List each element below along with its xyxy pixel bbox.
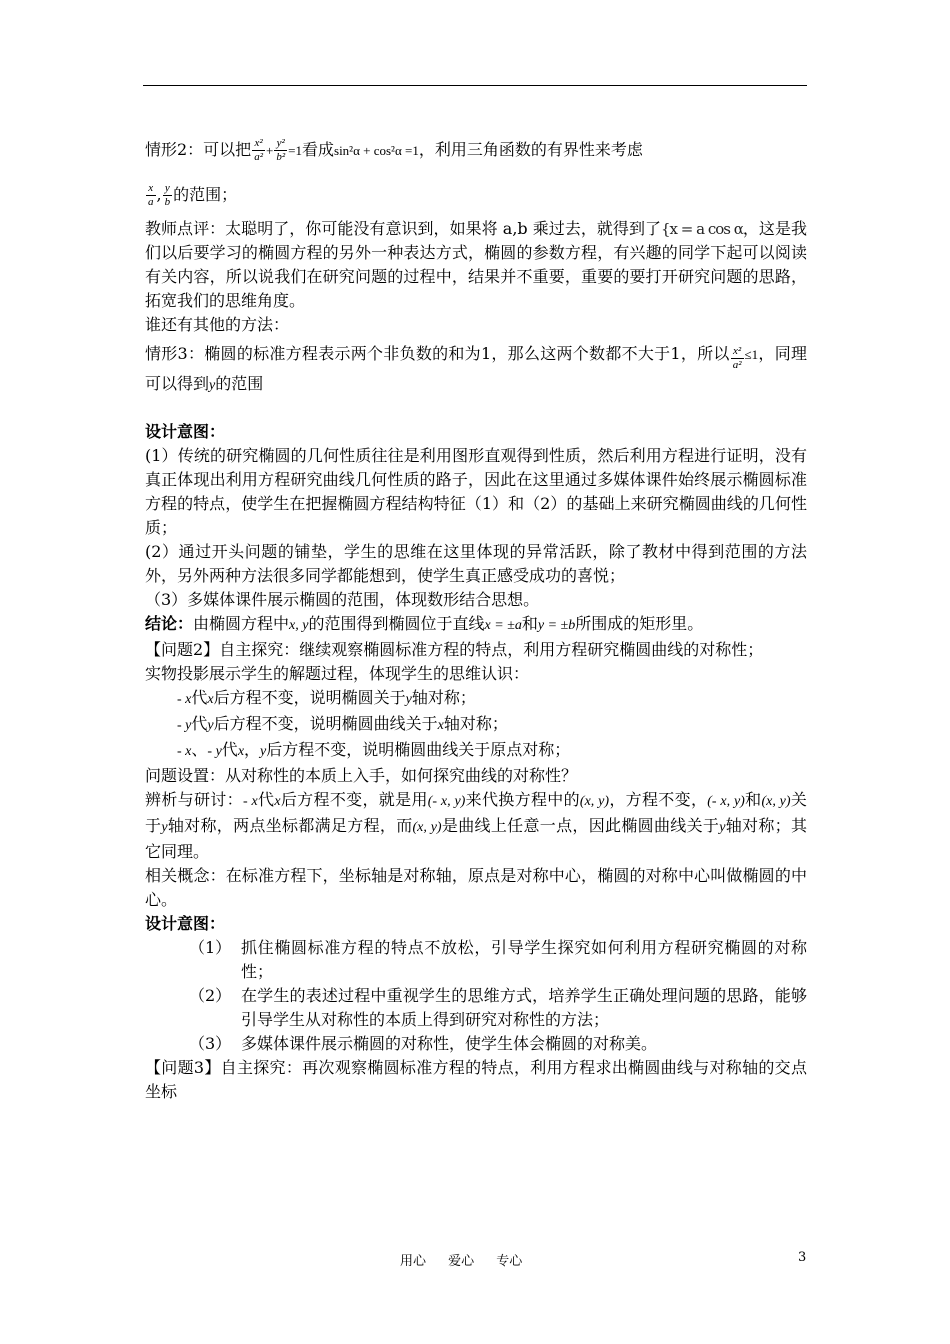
txt: 代 bbox=[191, 714, 208, 733]
case2-tail: ，利用三角函数的有界性来考虑 bbox=[418, 140, 643, 159]
case3-mid: ，同理可以得到 bbox=[145, 344, 807, 393]
design-intent-1-item-1: (1）传统的研究椭圆的几何性质往往是利用图形直观得到性质，然后利用方程进行证明，没有真正体现出利用方程研究曲线几何性质的路子，因此在这里通过多媒体课件始终展示椭圆标准方程的特点，使学生在把握椭圆方程结构特征（1）和（2）的基础上来研究椭圆曲线的几何性质； bbox=[145, 446, 807, 537]
expr: (- x, y) bbox=[427, 794, 466, 809]
case3-paragraph bbox=[145, 337, 807, 398]
fraction-x2-a2 bbox=[252, 137, 265, 164]
who-else-line: 谁还有其他的方法： bbox=[145, 315, 290, 334]
case2-paragraph bbox=[145, 128, 807, 173]
fraction-y-b bbox=[163, 182, 173, 209]
item-number: （1） bbox=[189, 938, 232, 957]
txt: ，方程不变， bbox=[609, 790, 708, 809]
frac-den: a bbox=[148, 196, 154, 208]
expr: x bbox=[274, 794, 281, 809]
txt: 来代换方程中的 bbox=[465, 790, 580, 809]
item-number: （3） bbox=[189, 1034, 232, 1053]
expr: (- x, y) bbox=[707, 794, 745, 809]
txt: 轴对称； bbox=[411, 688, 476, 707]
expr: y bbox=[719, 820, 726, 835]
frac-den: a² bbox=[732, 359, 742, 371]
frac-num: y² bbox=[276, 137, 285, 149]
case2-end: 的范围； bbox=[173, 185, 238, 204]
document-body bbox=[145, 128, 807, 1104]
related-concept: 相关概念：在标准方程下，坐标轴是对称轴，原点是对称中心，椭圆的对称中心叫做椭圆的中心。 bbox=[145, 866, 807, 909]
symmetry-line-2 bbox=[145, 712, 807, 738]
expr: (x, y) bbox=[579, 794, 609, 809]
case2-mid: 看成 bbox=[302, 140, 335, 159]
trig-identity: sin²α + cos²α =1 bbox=[334, 143, 419, 158]
conclusion-paragraph bbox=[145, 612, 807, 638]
expr: y bbox=[260, 744, 267, 759]
frac-num: x bbox=[148, 182, 154, 194]
expr: - x bbox=[242, 794, 258, 809]
teacher-lead: 教师点评：太聪明了，你可能没有意识到，如果将 a,b 乘过去，就得到了 bbox=[145, 219, 661, 238]
txt: 是曲线上任意一点，因此椭圆曲线关于 bbox=[441, 816, 720, 835]
question-3 bbox=[145, 1056, 807, 1104]
frac-num: x² bbox=[254, 137, 263, 149]
txt: 轴对称； bbox=[443, 714, 508, 733]
frac-den: b² bbox=[276, 151, 286, 163]
expr: y bbox=[161, 820, 168, 835]
conclusion-a: 由椭圆方程中 bbox=[193, 614, 290, 633]
txt: 后方程不变，就是用 bbox=[280, 790, 428, 809]
design-intent-1-item-2: (2）通过开头问题的铺垫，学生的思维在这里体现的异常活跃，除了教材中得到范围的方法外，另外两种方法很多同学都能想到，使学生真正感受成功的喜悦； bbox=[145, 542, 807, 585]
item-text: 抓住椭圆标准方程的特点不放松，引导学生探究如何利用方程研究椭圆的对称性； bbox=[241, 938, 807, 981]
case2-range-line bbox=[145, 173, 807, 217]
design-intent-2-item-2 bbox=[189, 984, 807, 1032]
txt: 关于 bbox=[145, 790, 807, 835]
txt: 辨析与研讨： bbox=[145, 790, 243, 809]
expr: - y bbox=[177, 718, 192, 733]
expr: x bbox=[237, 744, 245, 759]
symmetry-line-3 bbox=[145, 738, 807, 764]
conclusion-label: 结论： bbox=[145, 614, 194, 633]
parametric-equation: {x = a cos α bbox=[661, 220, 743, 238]
header-rule bbox=[143, 85, 807, 86]
conclusion-b: 的范围得到椭圆位于直线 bbox=[308, 614, 485, 633]
txt: 后方程不变，说明椭圆曲线关于原点对称； bbox=[266, 740, 571, 759]
case3-lead: 情形3：椭圆的标准方程表示两个非负数的和为1，那么这两个数都不大于1，所以 bbox=[145, 344, 730, 363]
txt: 轴对称，两点坐标都满足方程，而 bbox=[167, 816, 413, 835]
expr: y bbox=[405, 692, 412, 707]
plus-sign: + bbox=[266, 143, 274, 158]
expr: x bbox=[207, 692, 214, 707]
txt: ， bbox=[244, 740, 261, 759]
txt: 和 bbox=[744, 790, 762, 809]
txt: 后方程不变，说明椭圆关于 bbox=[213, 688, 406, 707]
item-number: （2） bbox=[189, 986, 232, 1005]
symmetry-line-1 bbox=[145, 686, 807, 712]
teacher-comment bbox=[145, 217, 807, 313]
case2-lead: 情形2：可以把 bbox=[145, 140, 252, 159]
expr: x bbox=[437, 718, 444, 733]
conclusion-d: 所围成的矩形里。 bbox=[575, 614, 704, 633]
question-3-text: 自主探究：再次观察椭圆标准方程的特点，利用方程求出椭圆曲线与对称轴的交点坐标 bbox=[145, 1058, 807, 1101]
line-x-pm-a: x = ±a bbox=[484, 618, 522, 633]
expr: y bbox=[207, 718, 214, 733]
txt: 代 bbox=[221, 740, 238, 759]
fraction-x2-a2-case3 bbox=[731, 345, 744, 372]
expr: - y bbox=[207, 744, 222, 759]
fraction-y2-b2 bbox=[274, 137, 287, 164]
teacher-tail: ，这是我们以后要学习的椭圆方程的另外一种表达方式，椭圆的参数方程，有兴趣的同学下起可以阅读有关内容，所以说我们在研究问题的过程中，结果并不重要，重要的要打开研究问题的思路，拓宽我们的思维角度。 bbox=[145, 219, 807, 310]
txt: 轴对称；其它同理。 bbox=[145, 816, 807, 861]
question-setting: 问题设置：从对称性的本质上入手，如何探究曲线的对称性？ bbox=[145, 766, 578, 785]
design-intent-title-1: 设计意图： bbox=[145, 422, 226, 441]
var-xy: x, y bbox=[289, 618, 309, 633]
frac-num: y bbox=[164, 182, 170, 194]
item-text: 多媒体课件展示椭圆的对称性，使学生体会椭圆的对称美。 bbox=[241, 1034, 658, 1053]
design-intent-2-item-1 bbox=[189, 936, 807, 984]
item-text: 在学生的表述过程中重视学生的思维方式，培养学生正确处理问题的思路，能够引导学生从对称性的本质上得到研究对称性的方法； bbox=[241, 986, 807, 1029]
page-number: 3 bbox=[798, 1250, 807, 1265]
question-3-label: 【问题3】 bbox=[145, 1058, 221, 1077]
frac-den: b bbox=[164, 196, 171, 208]
expr: (x, y) bbox=[761, 794, 791, 809]
le-one: ≤1 bbox=[744, 347, 759, 362]
txt: 、 bbox=[191, 740, 208, 759]
equals-one: =1 bbox=[288, 143, 302, 158]
frac-den: a² bbox=[254, 151, 263, 163]
frac-num: x² bbox=[733, 345, 742, 357]
conclusion-c: 和 bbox=[521, 614, 538, 633]
design-intent-2-item-3 bbox=[189, 1032, 807, 1056]
design-intent-1-item-3: （3）多媒体课件展示椭圆的范围，体现数形结合思想。 bbox=[145, 590, 540, 609]
design-intent-title-2: 设计意图： bbox=[145, 914, 226, 933]
var-y: y bbox=[209, 378, 216, 393]
txt: 代 bbox=[257, 790, 275, 809]
comma: , bbox=[156, 185, 162, 204]
expr: - x bbox=[177, 692, 192, 707]
expr: (x, y) bbox=[412, 820, 442, 835]
case3-tail: 的范围 bbox=[215, 374, 264, 393]
footer-motto: 用心 爱心 专心 bbox=[400, 1254, 523, 1269]
line-y-pm-b: y = ±b bbox=[537, 618, 576, 633]
question-2-text: 自主探究：继续观察椭圆标准方程的特点，利用方程研究椭圆曲线的对称性； bbox=[219, 640, 764, 659]
txt: 代 bbox=[191, 688, 208, 707]
expr: - x bbox=[177, 744, 192, 759]
fraction-x-a bbox=[146, 182, 156, 209]
question-2 bbox=[145, 638, 807, 662]
analysis-paragraph bbox=[145, 788, 807, 864]
question-2-label: 【问题2】 bbox=[145, 640, 220, 659]
txt: 后方程不变，说明椭圆曲线关于 bbox=[213, 714, 438, 733]
projection-line: 实物投影展示学生的解题过程，体现学生的思维认识： bbox=[145, 664, 530, 683]
